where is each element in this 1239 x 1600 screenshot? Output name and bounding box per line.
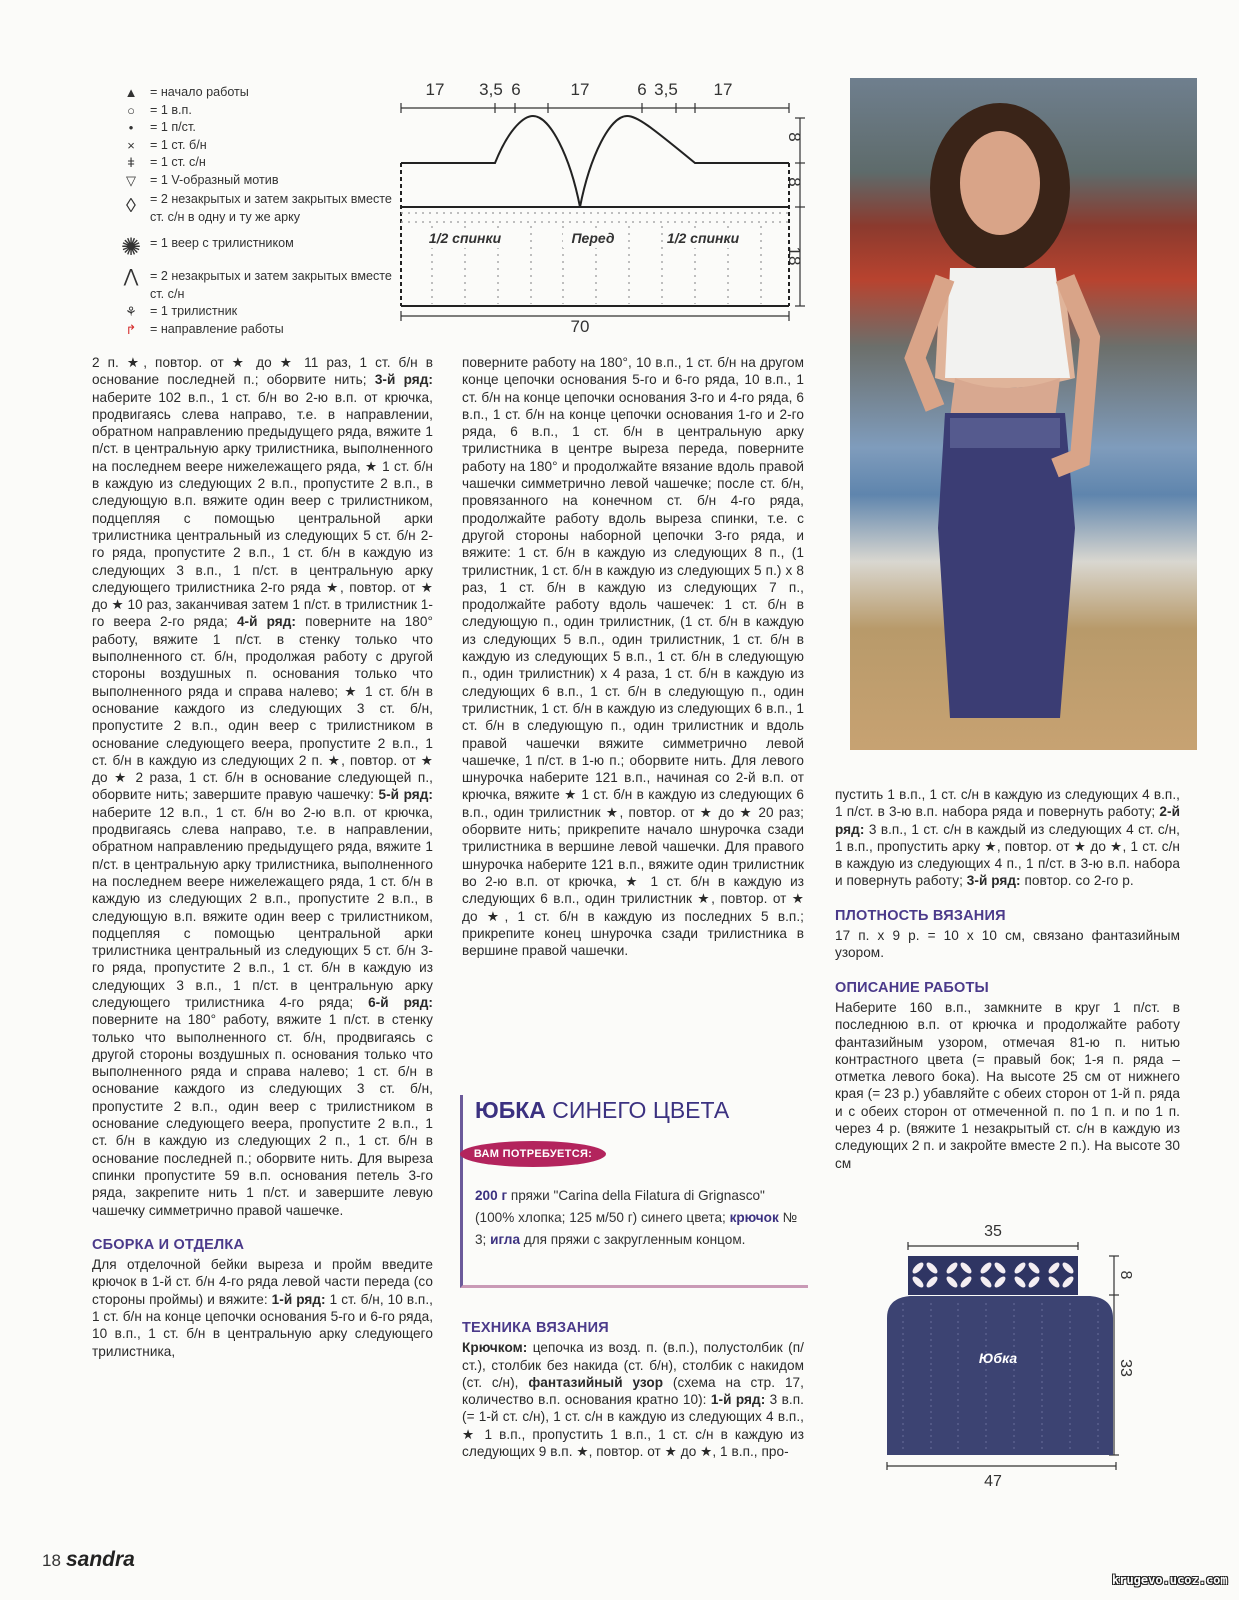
section-heading: СБОРКА И ОТДЕЛКА xyxy=(92,1236,245,1253)
triangle-icon: ▲ xyxy=(124,85,138,100)
dim-label: 3,5 xyxy=(654,80,678,99)
cluster-icon: ◊ xyxy=(126,195,136,217)
site-watermark: krugevo.ucoz.com xyxy=(1112,1573,1228,1587)
cross-icon: × xyxy=(127,137,135,153)
legend-item: × = 1 ст. б/н xyxy=(112,137,392,155)
v-motif-icon: ▽ xyxy=(126,172,136,188)
schema-label-back-half: 1/2 спинки xyxy=(666,230,740,246)
legend-item: ▽ = 1 V-образный мотив xyxy=(112,172,392,190)
legend-item: ǂ = 1 ст. с/н xyxy=(112,154,392,172)
model-photo xyxy=(850,78,1197,750)
dim-label: 3,5 xyxy=(479,80,503,99)
legend-item: ⚘ = 1 трилистник xyxy=(112,303,392,321)
chain-oval-icon: ○ xyxy=(127,102,135,118)
column-2-technique xyxy=(462,1302,804,1460)
paragraph: поверните работу на 180°, 10 в.п., 1 ст. б/н на другом конце цепочки основания 5-го и 6-го ряда, 10 в.п., 1 ст. б/н на конце цепочки основания 3-го и 4-го ряда, 6 в.п., 1 ст. б/н на конце цепочки основания 1-го и 2-го ряда, 6 в.п., 1 ст. б/н в центральную арку трилистника в центре выреза переда, поверните работу на 180° и продолжайте вязание вдоль правой чашечки симметрично левой чашечке; после ст. б/н, провязанного на конечном ст. б/н 4-го ряда, продолжайте работу вдоль выреза спинки, т.е. с другой стороны наборной цепочки 3-го ряда, и вяжите: 1 ст. б/н в каждую из следующих 8 п., (1 трилистник, 1 ст. б/н в каждую из следующих 5 п.) x 8 раз, 1 ст. б/н в каждую из следующих 7 п., продолжайте работу вдоль чашечек: 1 ст. б/н в следующую п., один трилистник, (1 ст. б/н в каждую из следующих 5 в.п., один трилистник, 1 ст. б/н в каждую из следующих 5 в.п., 1 ст. б/н в следующую п., один трилистник) x 4 раза, 1 ст. б/н в каждую из следующих 6 в.п., 1 ст. б/н в следующую п., один трилистник, 1 ст. б/н в каждую из следующих 6 в.п., 1 ст. б/н в следующую п., один трилистник и вдоль правой чашечки вяжите симметрично левой чашечке, 1 п/ст. в 1-ю п.; оборвите нить. Для левого шнурочка наберите 121 в.п., начиная со 2-й в.п. от крючка, вяжите ★ 1 ст. б/н в каждую из следующих 6 в.п., один трилистник ★, повтор. от ★ до ★ 20 раз; оборвите нить; прикрепите начало шнурочка сзади трилистника в вершине левой чашечки. Для правого шнурочка наберите 121 в.п., вяжите один трилистник во 2-ю в.п. от крючка, ★ 1 ст. б/н в каждую из следующих 6 в.п., один трилистник ★, повтор. от ★ до ★, 1 ст. б/н в каждую из последних 5 в.п.; прикрепите конец шнурочка сзади трилистника в вершине правой чашечки. xyxy=(462,355,804,959)
paragraph: Для отделочной бейки выреза и пройм введите крючок в 1-й ст. б/н 4-го ряда левой части переда (со стороны проймы) и вяжите: 1-й ряд: 1 ст. б/н, 10 в.п., 1 ст. б/н на конце цепочки основания 5-го и 6-го ряда, 10 в.п., 1 ст. б/н в центральную арку следующего трилистника, xyxy=(92,1257,434,1359)
paragraph: Наберите 160 в.п., замкните в круг 1 п/ст. в последнюю в.п. от крючка и продолжайте работу фантазийным узором, отмечая 81-ю п. нитью контрастного цвета (= правый бок; 1-я п. ряда – отметка левого бока). На высоте 25 см от нижнего края (= 23 р.) убавляйте с обеих сторон от 1-й п. ряда и с обеих сторон от отмеченной п. по 1 п. и по 1 п. через 4 р. (вяжите 1 незакрытый ст. с/н в каждую из следующих 2 п. и закройте вместе 2 п.). На высоте 30 см xyxy=(835,999,1180,1171)
skirt-schema-diagram xyxy=(878,1218,1148,1493)
top-schema-diagram xyxy=(385,76,815,346)
paragraph: пустить 1 в.п., 1 ст. с/н в каждую из следующих 4 в.п., 1 п/ст. в 3-ю в.п. набора ряда и повернуть работу; 2-й ряд: 3 в.п., 1 ст. с/н в каждый из следующих 4 ст. с/н, 1 в.п., пропустить арку ★, повтор. от ★ до ★, 1 ст. с/н в каждую из следующих 4 п., 1 п/ст. в 3-ю в.п. набора и повернуть работу; 3-й ряд: повтор. со 2-го р. xyxy=(835,787,1180,889)
skirt-body xyxy=(887,1296,1113,1455)
section-heading: ПЛОТНОСТЬ ВЯЗАНИЯ xyxy=(835,907,1006,924)
dim-label: 8 xyxy=(785,177,804,187)
dim-label: 8 xyxy=(785,132,804,142)
legend-item: ▲ = начало работы xyxy=(112,84,392,102)
trefoil-icon: ⚘ xyxy=(125,304,137,319)
materials-badge: ВАМ ПОТРЕБУЕТСЯ: xyxy=(460,1141,606,1167)
direction-arrow-icon: ↱ xyxy=(125,321,137,337)
magazine-brand: sandra xyxy=(66,1548,135,1571)
dim-label: 17 xyxy=(570,80,590,99)
skirt-materials-box xyxy=(460,1095,808,1288)
legend-item: ◊ = 2 незакрытых и затем закрытых вместе ст. с/н в одну и ту же арку xyxy=(112,191,392,226)
skirt-waistband xyxy=(908,1256,1078,1295)
dim-label: 35 xyxy=(984,1223,1002,1240)
page-number: 18 xyxy=(42,1551,61,1570)
paragraph: 17 п. x 9 р. = 10 x 10 см, связано фантазийным узором. xyxy=(835,928,1180,961)
dim-label: 6 xyxy=(637,80,647,99)
schema-label-front: Перед xyxy=(571,230,615,246)
paragraph: Крючком: цепочка из возд. п. (в.п.), полустолбик (п/ст.), столбик без накида (ст. б/н), столбик с накидом (ст. с/н), фантазийный узор (схема на стр. 17, количество в.п. основания кратно 10): 1-й ряд: 3 в.п. (= 1-й ст. с/н), 1 ст. с/н в каждую из следующих 4 в.п., ★ 1 в.п., пропустить 1 в.п., 1 ст. с/н в каждую из следующих 9 в.п. ★, повтор. от ★ до ★, 1 в.п., про- xyxy=(462,1340,804,1460)
dim-label: 18 xyxy=(785,246,804,266)
schema-label-back-half: 1/2 спинки xyxy=(428,230,502,246)
column-1 xyxy=(92,354,433,1360)
section-heading: ТЕХНИКА ВЯЗАНИЯ xyxy=(462,1320,609,1336)
dim-label: 47 xyxy=(984,1473,1002,1490)
column-2 xyxy=(462,354,804,959)
decrease-icon: ⋀ xyxy=(123,266,139,286)
dim-label: 17 xyxy=(425,80,445,99)
section-heading: ОПИСАНИЕ РАБОТЫ xyxy=(835,979,989,996)
dot-icon: • xyxy=(128,120,134,135)
legend-item: ✺ = 1 веер с трилистником xyxy=(112,230,392,266)
skirt-title: ЮБКА СИНЕГО ЦВЕТА xyxy=(475,1097,730,1123)
legend-item: • = 1 п/ст. xyxy=(112,119,392,137)
fan-icon: ✺ xyxy=(120,234,142,261)
legend-item: ⋀ = 2 незакрытых и затем закрытых вместе ст. с/н xyxy=(112,268,392,303)
dim-label: 70 xyxy=(570,317,590,336)
legend-item: ↱ = направление работы xyxy=(112,321,392,339)
legend-item: ○ = 1 в.п. xyxy=(112,102,392,120)
dim-label: 6 xyxy=(511,80,521,99)
paragraph: 2 п. ★, повтор. от ★ до ★ 11 раз, 1 ст. б/н в основание последней п.; оборвите нить; 3-й ряд: наберите 102 в.п., 1 ст. б/н во 2-ю в.п. от крючка, продвигаясь слева направо, т.е. в направлении, обратном направлению предыдущего ряда, вяжите 1 п/ст. в центральную арку трилистника, выполненного на последнем веере нижележащего ряда, ★ 1 ст. б/н в каждую из следующих 2 в.п., пропустите 2 в.п., в следующую в.п. вяжите один веер с трилистником, подцепляя с помощью центральной арки трилистника центральный из следующих 5 ст. б/н 2-го ряда, пропустите 2 в.п., 1 ст. б/н в каждую из следующих 3 в.п., 1 п/ст. в центральную арку следующего трилистника 2-го ряда ★, повтор. от ★ до ★ 10 раз, заканчивая затем 1 п/ст. в трилистник 1-го веера 2-го ряда; 4-й ряд: поверните на 180° работу, вяжите 1 п/ст. в стенку только что выполненного ст. б/н, продолжая работу с другой стороны воздушных п. основания только что выполненного ряда и справа налево; ★ 1 ст. б/н в основание каждого из следующих 3 ст. б/н, пропустите 2 в.п., один веер с трилистником в основание следующего веера, пропустите 2 в.п., 1 ст. б/н в каждую из следующих 2 п. ★, повтор. от ★ до ★ 2 раза, 1 ст. б/н в основание следующей п., оборвите нить; завершите правую чашечку: 5-й ряд: наберите 12 в.п., 1 ст. б/н во 2-ю в.п. от крючка, продвигаясь слева направо, т.е. в направлении, обратном направлению предыдущего ряда, вяжите 1 п/ст. в центральную арку трилистника, выполненного на последнем веере нижележащего ряда, 1 ст. б/н в каждую из следующих 2 в.п., пропустите 2 в.п., в следующую в.п. вяжите один веер с трилистником, подцепляя с помощью центральной арки трилистника центральный из следующих 5 ст. б/н 3-го ряда, пропустите 2 в.п., 1 ст. б/н в каждую из следующих 3 в.п., 1 п/ст. в центральную арку следующего трилистника 4-го ряда; 6-й ряд: поверните на 180° работу, вяжите 1 п/ст. в стенку только что выполненного ст. б/н, продвигаясь с другой стороны воздушных п. основания только что выполненного ряда и справа налево; 1 ст. б/н в основание каждого из следующих 3 ст. б/н, пропустите 2 в.п., один веер с трилистником в основание следующего веера, пропустите 2 в.п., 1 ст. б/н в каждую из следующих 2 п., 1 ст. б/н в основание последней п.; оборвите нить. Для выреза спинки пропустите 59 в.п. основания петель 3-го ряда, закрепите нить 1 п/ст. и завершите левую чашечку симметрично правой чашечке. xyxy=(92,355,433,1218)
dim-label: 8 xyxy=(1117,1270,1134,1280)
double-crochet-icon: ǂ xyxy=(127,155,135,170)
dim-label: 17 xyxy=(713,80,733,99)
photo-illustration xyxy=(850,78,1197,750)
materials-text: 200 г пряжи "Carina della Filatura di Grignasco" (100% хлопка; 125 м/50 г) синего цвета; крючок № 3; игла для пряжи с закругленным концом. xyxy=(475,1188,798,1247)
symbol-legend xyxy=(112,84,392,338)
column-3 xyxy=(835,786,1180,1172)
skirt-label: Юбка xyxy=(978,1350,1018,1366)
dim-label: 33 xyxy=(1117,1359,1134,1377)
